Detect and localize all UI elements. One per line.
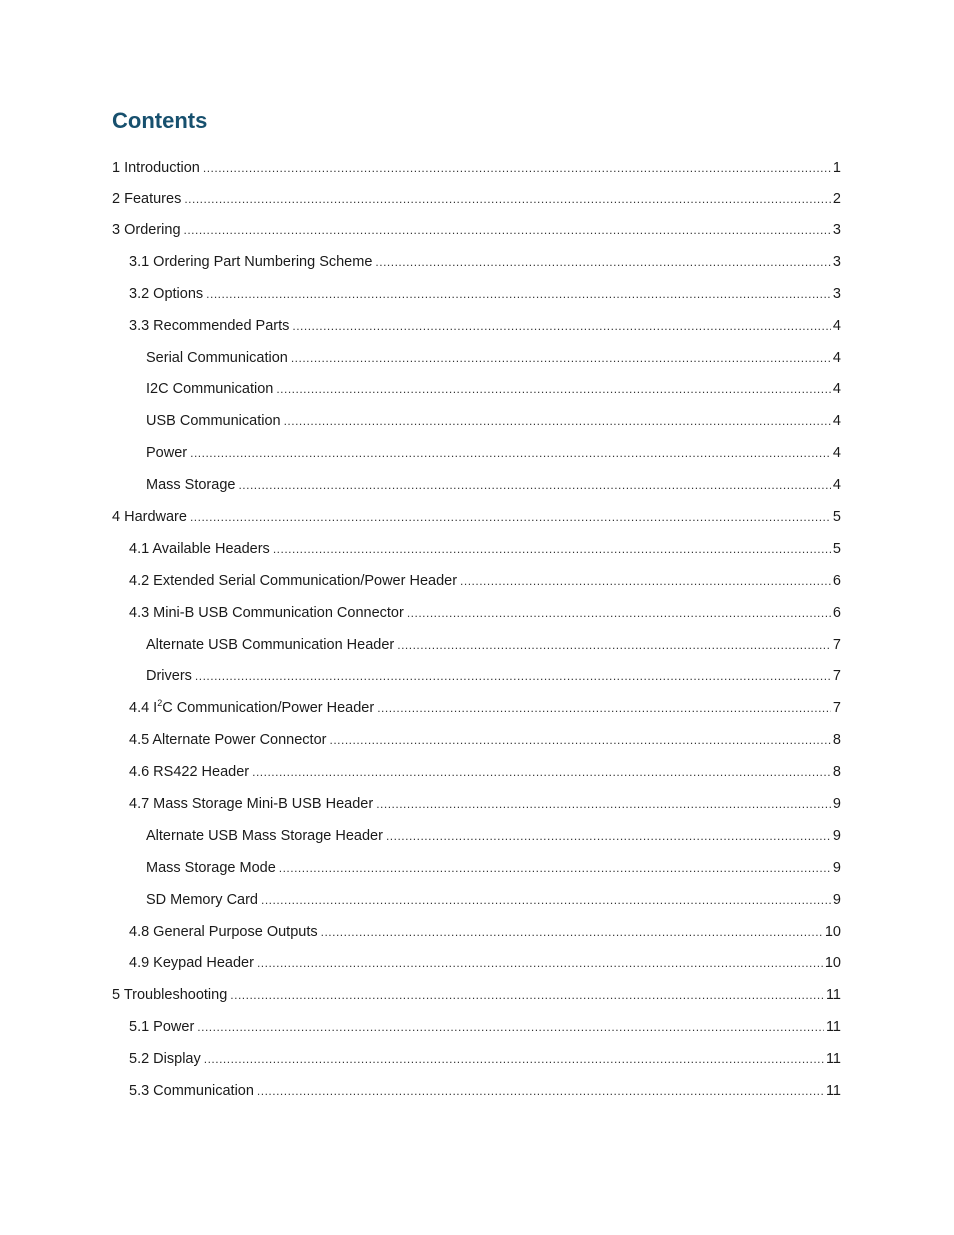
toc-page-number: 3 [832,222,841,238]
toc-entry[interactable] [112,598,841,630]
superscript-two: 2 [157,698,163,709]
toc-entry[interactable] [112,1044,841,1076]
toc-entry-title: Power [146,445,188,462]
toc-entry[interactable] [112,853,841,885]
toc-entry-title: 5.1 Power [129,1019,195,1036]
dot-leader [276,374,831,406]
toc-page-number: 3 [832,285,841,302]
dot-leader [284,406,831,438]
toc-entry[interactable] [112,311,841,343]
dot-leader [261,885,831,917]
toc-page-number: 1 [832,160,841,176]
toc-page-number: 9 [832,859,841,876]
dot-leader [238,470,830,502]
toc-page-number: 8 [832,732,841,749]
toc-entry[interactable] [112,1076,841,1108]
toc-page-number: 9 [832,796,841,813]
toc-page-number: 7 [832,700,841,717]
toc-entry[interactable] [112,661,841,693]
toc-entry[interactable] [112,470,841,502]
toc-entry-title: 3.3 Recommended Parts [129,317,290,334]
contents-heading: Contents [112,108,208,133]
toc-page-number: 9 [832,827,841,844]
toc-page-number: 4 [832,477,841,494]
toc-entry[interactable] [112,215,841,247]
toc-entry-title-part: 4.4 I [129,700,158,717]
toc-page-number: 4 [832,317,841,334]
toc-entry-title: 2 Features [112,191,182,207]
toc-entry[interactable] [112,247,841,279]
toc-entry-title: 4.6 RS422 Header [129,764,250,781]
toc-entry[interactable] [112,566,841,598]
toc-entry-title: 4.7 Mass Storage Mini-B USB Header [129,796,374,813]
dot-leader [397,630,831,662]
dot-leader [386,821,831,853]
toc-entry-title: Alternate USB Mass Storage Header [146,827,383,844]
toc-entry-title: 4.5 Alternate Power Connector [129,732,327,749]
toc-page-number: 3 [832,253,841,270]
toc-entry-title: 5.3 Communication [129,1083,254,1100]
dot-leader [195,661,831,693]
toc-page-number: 11 [825,1019,841,1036]
dot-leader [329,725,830,757]
dot-leader [204,1044,824,1076]
toc-entry[interactable] [112,917,841,949]
dot-leader [273,534,831,566]
toc-entry[interactable] [112,438,841,470]
toc-entry-title: 4.2 Extended Serial Communication/Power Header [129,572,458,589]
toc-page-number: 4 [832,413,841,430]
toc-page-number: 7 [832,636,841,653]
toc-entry[interactable] [112,757,841,789]
toc-entry-title: 4.1 Available Headers [129,540,270,557]
dot-leader [184,215,831,247]
dot-leader [190,438,831,470]
toc-entry-title: 5 Troubleshooting [112,987,228,1004]
toc-entry[interactable] [112,534,841,566]
dot-leader [206,279,831,311]
toc-entry[interactable] [112,406,841,438]
toc-page-number: 11 [825,987,841,1004]
toc-entry-title: Serial Communication [146,349,288,366]
dot-leader [203,153,831,183]
toc-entry-title: 3 Ordering [112,222,181,238]
toc-page-number: 11 [825,1051,841,1068]
toc-page-number: 5 [832,509,841,526]
dot-leader [377,693,831,725]
toc-page-number: 2 [832,191,841,207]
toc-entry[interactable] [112,279,841,311]
dot-leader [184,183,831,215]
toc-page-number: 10 [824,955,841,972]
toc-page-number: 4 [832,381,841,398]
toc-entry-title: Drivers [146,668,192,685]
dot-leader [257,948,823,980]
dot-leader [257,1076,824,1108]
dot-leader [291,343,831,375]
dot-leader [190,502,831,534]
table-of-contents [112,153,841,1108]
dot-leader [460,566,831,598]
dot-leader [252,757,831,789]
toc-entry-title: 4.8 General Purpose Outputs [129,923,318,940]
toc-entry[interactable] [112,885,841,917]
toc-entry[interactable] [112,630,841,662]
dot-leader [321,917,823,949]
toc-page-number: 10 [824,923,841,940]
dot-leader [197,1012,824,1044]
toc-entry-title: 1 Introduction [112,160,200,176]
toc-page-number: 4 [832,445,841,462]
dot-leader [279,853,831,885]
toc-entry-title: Alternate USB Communication Header [146,636,395,653]
dot-leader [292,311,831,343]
toc-entry[interactable] [112,821,841,853]
toc-page-number: 11 [825,1083,841,1100]
dot-leader [376,789,831,821]
toc-page-number: 4 [832,349,841,366]
toc-entry-title: 5.2 Display [129,1051,201,1068]
toc-page-number: 5 [832,540,841,557]
toc-entry-title: 3.2 Options [129,285,204,302]
dot-leader [375,247,831,279]
toc-entry-title: Mass Storage [146,477,236,494]
toc-entry-title: 4 Hardware [112,509,187,526]
dot-leader [230,980,824,1012]
toc-entry[interactable] [112,980,841,1012]
toc-entry[interactable] [112,789,841,821]
toc-page-number: 7 [832,668,841,685]
toc-page-number: 8 [832,764,841,781]
dot-leader [407,598,831,630]
toc-entry[interactable] [112,343,841,375]
toc-entry[interactable] [112,693,841,725]
toc-entry-title: 4.3 Mini-B USB Communication Connector [129,604,404,621]
toc-entry[interactable] [112,374,841,406]
toc-entry-title: 4.9 Keypad Header [129,955,254,972]
toc-entry-title: SD Memory Card [146,891,258,908]
toc-entry-title: 3.1 Ordering Part Numbering Scheme [129,253,373,270]
toc-entry[interactable] [112,153,841,183]
toc-entry[interactable] [112,948,841,980]
toc-page-number: 9 [832,891,841,908]
toc-entry[interactable] [112,725,841,757]
toc-entry-title: USB Communication [146,413,281,430]
toc-page-number: 6 [832,572,841,589]
toc-entry[interactable] [112,183,841,215]
toc-entry-title: Mass Storage Mode [146,859,276,876]
toc-entry-title-part: C Communication/Power Header [162,700,375,717]
toc-page-number: 6 [832,604,841,621]
toc-entry-title [129,693,374,725]
toc-entry-title: I2C Communication [146,381,274,398]
toc-entry[interactable] [112,502,841,534]
toc-entry[interactable] [112,1012,841,1044]
